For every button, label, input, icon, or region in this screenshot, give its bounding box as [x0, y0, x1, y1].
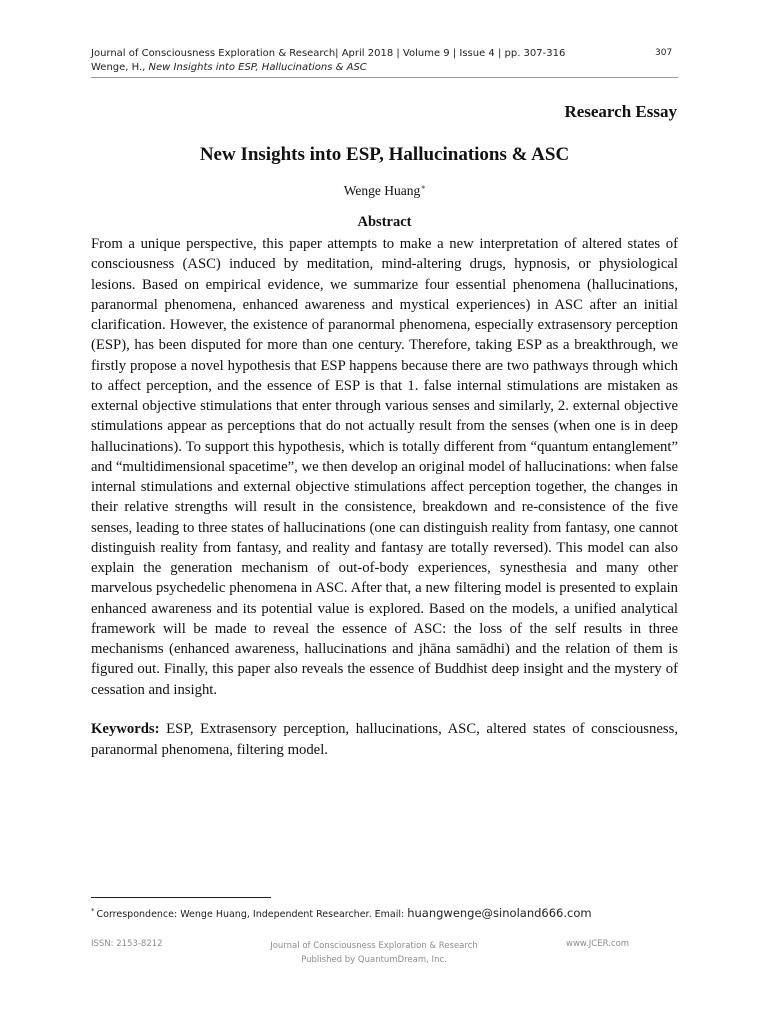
footer-journal: Journal of Consciousness Exploration & Research [270, 941, 478, 951]
keywords-label: Keywords: [91, 721, 160, 737]
running-header-title: New Insights into ESP, Hallucinations & ASC [148, 62, 367, 73]
footnote [91, 906, 592, 920]
author-name: Wenge Huang [343, 183, 421, 198]
running-header-journal: Journal of Consciousness Exploration & Research| April 2018 | Volume 9 | Issue 4 | pp. 307-316 [91, 48, 566, 59]
article-title: New Insights into ESP, Hallucinations & ASC [199, 144, 570, 165]
correspondence-email-link[interactable]: huangwenge@sinoland666.com [407, 906, 592, 920]
page-number: 307 [655, 48, 673, 58]
author-line [91, 183, 678, 199]
keywords-paragraph [91, 719, 678, 760]
article-type: Research Essay [564, 102, 677, 121]
footnote-divider [91, 897, 271, 898]
keywords-list: ESP, Extrasensory perception, hallucinations, ASC, altered states of consciousness, paranormal phenomena, filtering model. [91, 721, 678, 758]
footer-website-link[interactable]: www.JCER.com [566, 939, 630, 949]
abstract-heading: Abstract [357, 214, 412, 230]
author-footnote-mark: * [421, 184, 426, 193]
footnote-text: Correspondence: Wenge Huang, Independent Researcher. Email: [96, 909, 408, 920]
footer-publisher: Published by QuantumDream, Inc. [301, 955, 447, 965]
running-header-author: Wenge, H., [91, 62, 149, 73]
footer-issn: ISSN: 2153-8212 [91, 939, 163, 949]
running-header-citation [91, 62, 367, 73]
footer-journal-block [224, 939, 524, 967]
footnote-mark: * [91, 907, 95, 915]
header-divider [91, 77, 678, 78]
abstract-body: From a unique perspective, this paper attempts to make a new interpretation of altered states of consciousness (ASC) induced by meditation, mind-altering drugs, hypnosis, or physiological lesions. Based on empirical evidence, we summarize four essential phenomena (hallucinations, paranormal phenomena, enhanced awareness and mystical experiences) in ASC after an initial clarification. However, the existence of paranormal phenomena, especially extrasensory perception (ESP), has been disputed for more than one century. Therefore, taking ESP as a breakthrough, we firstly propose a novel hypothesis that ESP happens because there are two pathways through which to affect perception, and the essence of ESP is that 1. false internal stimulations are mistaken as external objective stimulations that enter through various senses and similarly, 2. external objective stimulations appear as perceptions that do not actually result from the senses (when one is in deep hallucinations). To support this hypothesis, which is totally different from “quantum entanglement” and “multidimensional spacetime”, we then develop an original model of hallucinations: when false internal stimulations and external objective stimulations affect perception together, the changes in their relative strengths will result in the consistence, breakdown and re-consistence of the five senses, leading to three states of hallucinations (one can distinguish reality from fantasy, one cannot distinguish reality from fantasy, and reality and fantasy are totally reversed). This model can also explain the generation mechanism of out-of-body experiences, synesthesia and many other marvelous psychedelic phenomena in ASC. After that, a new filtering model is presented to explain enhanced awareness and its potential value is explored. Based on the models, a unified analytical framework will be made to reveal the essence of ASC: the loss of the self results in three mechanisms (enhanced awareness, hallucinations and jhāna samādhi) and the relation of them is figured out. Finally, this paper also reveals the essence of Buddhist deep insight and the mystery of cessation and insight. [91, 236, 678, 698]
